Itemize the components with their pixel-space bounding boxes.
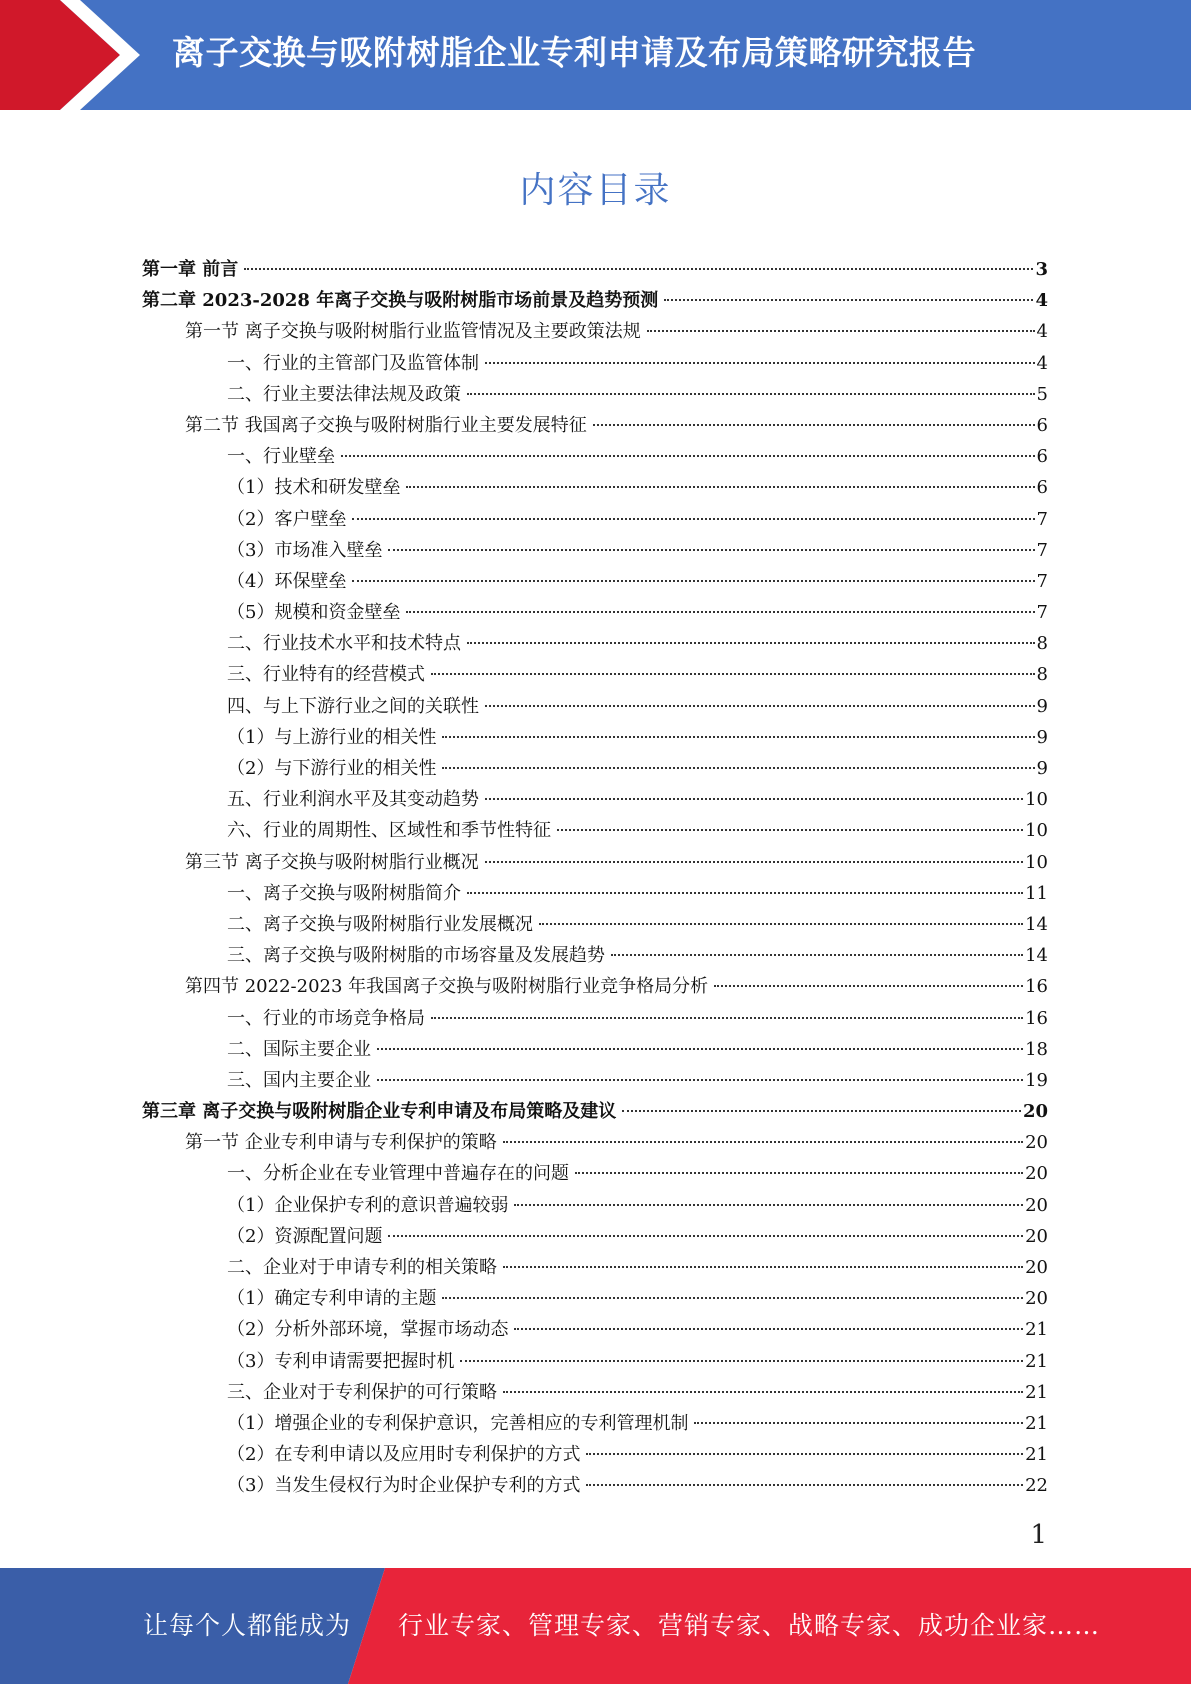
toc-entry-page: 16 xyxy=(1025,976,1048,998)
toc-entry-label: 三、企业对于专利保护的可行策略 xyxy=(227,1381,497,1403)
toc-entry-label: 一、行业的主管部门及监管体制 xyxy=(227,352,479,374)
toc-entry-page: 8 xyxy=(1036,664,1048,686)
toc-entry-label: 六、行业的周期性、区域性和季节性特征 xyxy=(227,820,551,842)
toc-dot-leader xyxy=(647,330,1035,332)
toc-entry-page: 22 xyxy=(1025,1475,1048,1497)
toc-entry[interactable] xyxy=(142,1127,1048,1158)
toc-entry-label: 三、行业特有的经营模式 xyxy=(227,664,425,686)
toc-entry-label: （1）企业保护专利的意识普遍较弱 xyxy=(227,1194,509,1216)
toc-entry-label: （2）客户壁垒 xyxy=(227,508,347,530)
toc-entry-label: （4）环保壁垒 xyxy=(227,570,347,592)
report-title: 离子交换与吸附树脂企业专利申请及布局策略研究报告 xyxy=(172,33,976,72)
toc-entry[interactable] xyxy=(142,1408,1048,1439)
toc-entry-page: 20 xyxy=(1025,1132,1048,1154)
toc-entry-label: （3）当发生侵权行为时企业保护专利的方式 xyxy=(227,1475,581,1497)
toc-entry-label: 二、国际主要企业 xyxy=(227,1038,371,1060)
toc-dot-leader xyxy=(694,1422,1023,1424)
toc-entry-label: （2）分析外部环境，掌握市场动态 xyxy=(227,1319,509,1341)
toc-entry-page: 3 xyxy=(1035,259,1048,280)
toc-entry-page: 7 xyxy=(1036,508,1048,530)
toc-entry-page: 11 xyxy=(1025,882,1048,904)
footer-slogan-left: 让每个人都能成为 xyxy=(143,1611,352,1640)
toc-entry-page: 6 xyxy=(1036,414,1048,436)
toc-entry-label: 一、离子交换与吸附树脂简介 xyxy=(227,882,461,904)
toc-entry-page: 21 xyxy=(1025,1381,1048,1403)
toc-entry[interactable] xyxy=(142,1439,1048,1470)
toc-dot-leader xyxy=(377,1048,1023,1050)
toc-entry[interactable] xyxy=(142,691,1048,722)
toc-entry-label: （2）与下游行业的相关性 xyxy=(227,758,437,779)
toc-entry-label: 一、行业的市场竞争格局 xyxy=(227,1007,425,1029)
toc-entry-page: 10 xyxy=(1025,789,1048,811)
toc-dot-leader xyxy=(586,1453,1023,1455)
toc-entry[interactable] xyxy=(142,1314,1048,1345)
toc-dot-leader xyxy=(485,861,1023,863)
toc-entry-page: 10 xyxy=(1025,820,1048,842)
toc-dot-leader xyxy=(622,1110,1021,1112)
toc-dot-leader xyxy=(352,580,1034,582)
toc-entry[interactable] xyxy=(142,784,1048,815)
toc-entry[interactable] xyxy=(142,1377,1048,1408)
toc-entry-label: 一、分析企业在专业管理中普遍存在的问题 xyxy=(227,1163,569,1185)
toc-dot-leader xyxy=(485,705,1035,707)
toc-entry-label: 二、离子交换与吸附树脂行业发展概况 xyxy=(227,913,533,935)
toc-entry-page: 20 xyxy=(1025,1194,1048,1216)
toc-dot-leader xyxy=(514,1204,1023,1206)
toc-entry-page: 7 xyxy=(1036,539,1048,561)
toc-dot-leader xyxy=(377,1079,1023,1081)
toc-dot-leader xyxy=(388,1235,1023,1237)
toc-entry-label: 三、国内主要企业 xyxy=(227,1069,371,1091)
toc-entry[interactable] xyxy=(142,1252,1048,1283)
toc-entry-page: 21 xyxy=(1025,1350,1048,1372)
toc-entry-label: （5）规模和资金壁垒 xyxy=(227,602,401,624)
toc-entry-page: 7 xyxy=(1036,602,1048,624)
toc-dot-leader xyxy=(431,673,1035,675)
toc-entry-page: 20 xyxy=(1022,1101,1048,1123)
footer-slogan-right: 行业专家、管理专家、营销专家、战略专家、成功企业家…… xyxy=(398,1611,1101,1640)
toc-entry[interactable] xyxy=(142,441,1048,472)
toc-entry-label: 第三章 离子交换与吸附树脂企业专利申请及布局策略及建议 xyxy=(142,1101,617,1123)
toc-dot-leader xyxy=(467,393,1035,395)
toc-entry-label: （1）增强企业的专利保护意识，完善相应的专利管理机制 xyxy=(227,1412,689,1434)
table-of-contents xyxy=(142,254,1048,1502)
toc-entry[interactable] xyxy=(142,1096,1048,1127)
toc-dot-leader xyxy=(557,829,1023,831)
toc-entry[interactable] xyxy=(142,1003,1048,1034)
toc-heading: 内容目录 xyxy=(519,170,672,211)
toc-entry-page: 8 xyxy=(1036,633,1048,655)
toc-entry-label: （3）专利申请需要把握时机 xyxy=(227,1350,455,1372)
toc-entry-page: 16 xyxy=(1025,1007,1048,1029)
toc-entry-label: 第二节 我国离子交换与吸附树脂行业主要发展特征 xyxy=(185,414,587,436)
toc-entry[interactable] xyxy=(142,1221,1048,1252)
toc-entry-page: 21 xyxy=(1025,1319,1048,1341)
toc-entry-page: 4 xyxy=(1036,321,1048,343)
toc-entry[interactable] xyxy=(142,971,1048,1002)
toc-entry-label: （1）确定专利申请的主题 xyxy=(227,1288,437,1310)
toc-entry-label: （2）在专利申请以及应用时专利保护的方式 xyxy=(227,1444,581,1466)
toc-dot-leader xyxy=(485,362,1035,364)
toc-entry-label: 第四节 2022-2023 年我国离子交换与吸附树脂行业竞争格局分析 xyxy=(185,976,709,998)
toc-entry[interactable] xyxy=(142,1470,1048,1501)
toc-entry[interactable] xyxy=(142,659,1048,690)
toc-entry[interactable] xyxy=(142,410,1048,441)
toc-entry[interactable] xyxy=(142,1190,1048,1221)
toc-entry[interactable] xyxy=(142,316,1048,347)
toc-entry-page: 9 xyxy=(1036,695,1048,717)
toc-entry-label: 五、行业利润水平及其变动趋势 xyxy=(227,789,479,811)
toc-dot-leader xyxy=(503,1141,1023,1143)
toc-entry-page: 4 xyxy=(1036,352,1048,374)
toc-entry-page: 14 xyxy=(1025,913,1048,935)
toc-entry-page: 21 xyxy=(1025,1412,1048,1434)
toc-entry[interactable] xyxy=(142,348,1048,379)
toc-dot-leader xyxy=(467,642,1035,644)
toc-dot-leader xyxy=(431,1017,1023,1019)
toc-entry[interactable] xyxy=(142,1346,1048,1377)
toc-entry-label: 二、行业技术水平和技术特点 xyxy=(227,633,461,655)
toc-entry[interactable] xyxy=(142,1065,1048,1096)
toc-dot-leader xyxy=(714,985,1023,987)
toc-dot-leader xyxy=(586,1484,1023,1486)
toc-dot-leader xyxy=(341,455,1035,457)
toc-entry-page: 6 xyxy=(1036,446,1048,468)
toc-entry-label: 第三节 离子交换与吸附树脂行业概况 xyxy=(185,851,479,873)
toc-entry-label: （3）市场准入壁垒 xyxy=(227,539,383,561)
toc-entry-label: 四、与上下游行业之间的关联性 xyxy=(227,695,479,717)
toc-entry[interactable] xyxy=(142,254,1048,285)
toc-entry[interactable] xyxy=(142,566,1048,597)
toc-entry-page: 5 xyxy=(1036,383,1048,405)
toc-entry-label: 一、行业壁垒 xyxy=(227,446,335,468)
toc-entry[interactable] xyxy=(142,878,1048,909)
toc-entry[interactable] xyxy=(142,753,1048,784)
toc-dot-leader xyxy=(611,954,1023,956)
toc-entry[interactable] xyxy=(142,504,1048,535)
toc-dot-leader xyxy=(485,798,1023,800)
toc-entry[interactable] xyxy=(142,847,1048,878)
toc-dot-leader xyxy=(460,1360,1023,1362)
footer-banner xyxy=(0,1568,1191,1684)
toc-dot-leader xyxy=(244,268,1033,270)
toc-dot-leader xyxy=(575,1172,1023,1174)
toc-entry[interactable] xyxy=(142,1283,1048,1314)
toc-entry-label: （1）与上游行业的相关性 xyxy=(227,726,437,748)
toc-entry-label: 二、企业对于申请专利的相关策略 xyxy=(227,1257,497,1278)
toc-entry-page: 20 xyxy=(1025,1257,1048,1278)
toc-dot-leader xyxy=(442,1297,1023,1299)
toc-entry-page: 19 xyxy=(1025,1069,1048,1091)
toc-entry-page: 18 xyxy=(1025,1038,1048,1060)
toc-dot-leader xyxy=(406,611,1034,613)
toc-entry-page: 20 xyxy=(1025,1225,1048,1247)
toc-entry-label: （1）技术和研发壁垒 xyxy=(227,477,401,499)
toc-entry[interactable] xyxy=(142,472,1048,503)
toc-entry[interactable] xyxy=(142,722,1048,753)
toc-entry-page: 7 xyxy=(1036,570,1048,592)
toc-entry-label: 三、离子交换与吸附树脂的市场容量及发展趋势 xyxy=(227,945,605,967)
toc-entry-page: 10 xyxy=(1025,851,1048,873)
toc-dot-leader xyxy=(442,736,1034,738)
toc-dot-leader xyxy=(352,518,1034,520)
toc-entry[interactable] xyxy=(142,940,1048,971)
toc-entry[interactable] xyxy=(142,597,1048,628)
toc-entry[interactable] xyxy=(142,1158,1048,1189)
toc-dot-leader xyxy=(664,299,1033,301)
toc-entry-label: （2）资源配置问题 xyxy=(227,1225,383,1247)
toc-entry[interactable] xyxy=(142,379,1048,410)
toc-entry[interactable] xyxy=(142,909,1048,940)
page-number: 1 xyxy=(1030,1520,1047,1550)
toc-entry-label: 二、行业主要法律法规及政策 xyxy=(227,383,461,405)
toc-entry[interactable] xyxy=(142,1034,1048,1065)
toc-entry-page: 20 xyxy=(1025,1163,1048,1185)
toc-entry[interactable] xyxy=(142,285,1048,316)
toc-entry-page: 4 xyxy=(1035,290,1048,312)
toc-entry[interactable] xyxy=(142,628,1048,659)
toc-entry-page: 9 xyxy=(1036,726,1048,748)
toc-dot-leader xyxy=(514,1328,1023,1330)
toc-entry-page: 14 xyxy=(1025,945,1048,967)
toc-entry-label: 第一章 前言 xyxy=(142,259,239,280)
toc-entry[interactable] xyxy=(142,535,1048,566)
toc-entry[interactable] xyxy=(142,815,1048,846)
toc-entry-page: 21 xyxy=(1025,1444,1048,1466)
toc-dot-leader xyxy=(442,767,1034,769)
toc-dot-leader xyxy=(593,424,1035,426)
toc-entry-page: 20 xyxy=(1025,1288,1048,1310)
toc-entry-page: 9 xyxy=(1036,758,1048,779)
toc-dot-leader xyxy=(406,486,1034,488)
toc-entry-page: 6 xyxy=(1036,477,1048,499)
toc-entry-label: 第一节 离子交换与吸附树脂行业监管情况及主要政策法规 xyxy=(185,321,641,343)
header-banner xyxy=(0,0,1191,110)
toc-dot-leader xyxy=(539,923,1023,925)
toc-dot-leader xyxy=(467,892,1023,894)
toc-entry-label: 第一节 企业专利申请与专利保护的策略 xyxy=(185,1132,497,1154)
toc-dot-leader xyxy=(503,1391,1023,1393)
toc-entry-label: 第二章 2023-2028 年离子交换与吸附树脂市场前景及趋势预测 xyxy=(142,290,659,312)
toc-dot-leader xyxy=(388,549,1034,551)
toc-dot-leader xyxy=(503,1266,1023,1268)
